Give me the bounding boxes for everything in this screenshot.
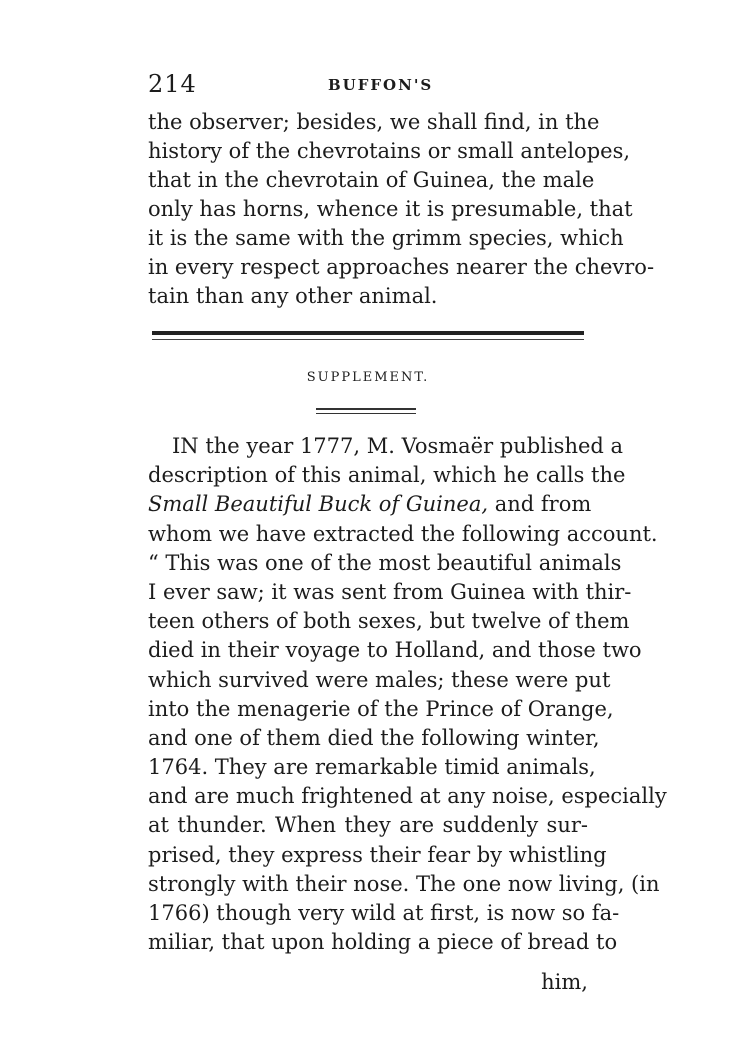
text-line: 1764. They are remarkable timid animals, <box>148 755 596 780</box>
page-header <box>148 70 588 100</box>
text-line: description of this animal, which he calls the <box>148 463 626 488</box>
text-line: that in the chevrotain of Guinea, the male <box>148 168 595 192</box>
text-line: in every respect approaches nearer the chevro- <box>148 255 655 279</box>
text-line: history of the chevrotains or small antelopes, <box>148 139 631 163</box>
text-line: which survived were males; these were put <box>148 667 611 692</box>
supplement-paragraph <box>148 432 667 957</box>
italic-title: Small Beautiful Buck of Guinea, <box>148 492 489 517</box>
text-line: and one of them died the following winter, <box>148 725 600 750</box>
text-line: “ This was one of the most beautiful animals <box>148 550 622 575</box>
text-line: at thunder. When they are suddenly sur- <box>148 813 588 838</box>
running-head: BUFFON'S <box>328 76 434 94</box>
text-line: whom we have extracted the following account. <box>148 521 658 546</box>
text-line: miliar, that upon holding a piece of bread to <box>148 930 618 955</box>
catch-word: him, <box>541 970 588 994</box>
text-fragment: and from <box>488 492 592 517</box>
section-title: SUPPLEMENT. <box>306 370 430 385</box>
first-paragraph <box>148 108 655 311</box>
text-line: I ever saw; it was sent from Guinea with thir- <box>148 579 632 604</box>
text-line: only has horns, whence it is presumable, that <box>148 197 633 221</box>
section-divider-thick <box>152 331 584 335</box>
text-line: the observer; besides, we shall find, in the <box>148 110 600 134</box>
section-divider-thin <box>152 339 584 340</box>
text-line: and are much frightened at any noise, especially <box>148 784 667 809</box>
text-line: IN the year 1777, M. Vosmaër published a <box>172 434 624 458</box>
text-line: strongly with their nose. The one now living, (in <box>148 871 660 896</box>
text-line: tain than any other animal. <box>148 284 438 308</box>
title-underline <box>316 408 416 410</box>
text-line: it is the same with the grimm species, which <box>148 226 624 250</box>
text-line: 1766) though very wild at first, is now so fa- <box>148 901 620 925</box>
text-line: prised, they express their fear by whistling <box>148 842 607 867</box>
text-line <box>148 490 592 519</box>
title-underline-thin <box>316 413 416 414</box>
text-line: died in their voyage to Holland, and those two <box>148 638 642 663</box>
text-line: into the menagerie of the Prince of Orange, <box>148 696 614 721</box>
text-line: teen others of both sexes, but twelve of them <box>148 609 630 634</box>
page-number: 214 <box>148 70 197 98</box>
